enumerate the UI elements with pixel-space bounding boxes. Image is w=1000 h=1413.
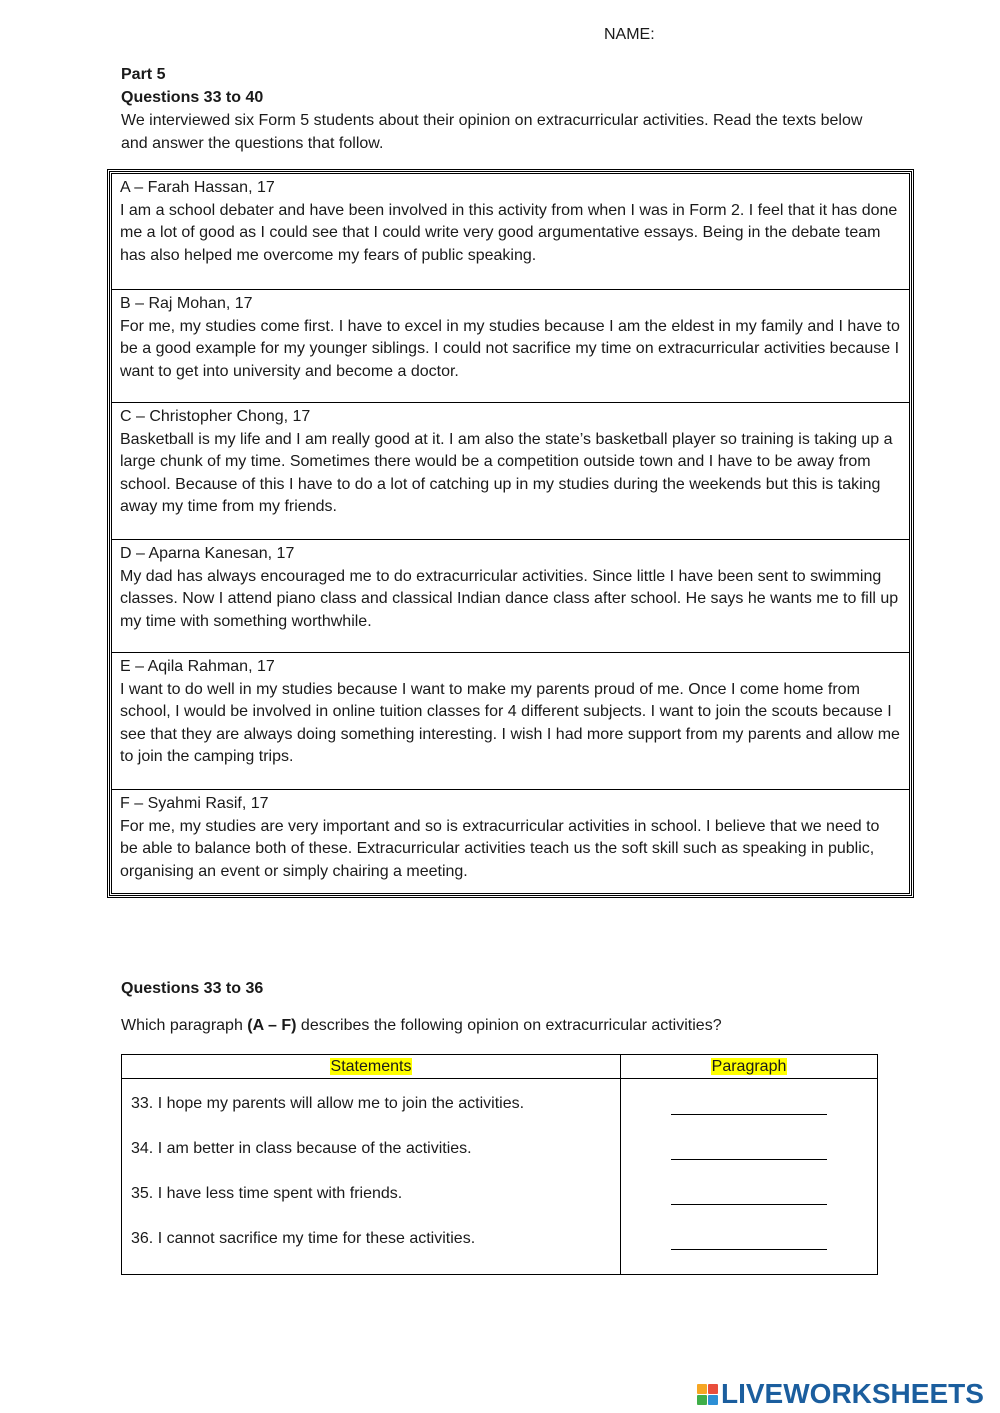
- statement-36: 36. I cannot sacrifice my time for these activities.: [131, 1230, 476, 1247]
- intro-block: [121, 63, 881, 155]
- text-section-c: [112, 403, 909, 540]
- liveworksheets-logo[interactable]: [697, 1379, 984, 1409]
- text-title: C – Christopher Chong, 17: [120, 408, 311, 425]
- answer-row-34: [621, 1138, 877, 1183]
- answer-input-33[interactable]: [671, 1114, 827, 1115]
- statements-table: [121, 1054, 878, 1275]
- header-paragraph-cell: [621, 1055, 877, 1078]
- instruction-range: (A – F): [247, 1017, 297, 1034]
- statement-35: 35. I have less time spent with friends.: [131, 1185, 403, 1202]
- text-section-d: [112, 540, 909, 653]
- header-paragraph: Paragraph: [711, 1058, 787, 1075]
- answer-input-36[interactable]: [671, 1249, 827, 1250]
- logo-text: LIVEWORKSHEETS: [721, 1378, 984, 1409]
- text-title: D – Aparna Kanesan, 17: [120, 545, 295, 562]
- text-body: I want to do well in my studies because I want to make my parents proud of me. Once I come home from school, I would be involved in online tuition classes for 4 different subjects. I want to join the scouts because I see that they are always doing something interesting. I wish I had more support from my parents and allow me to join the camping trips.: [120, 680, 900, 766]
- questions-heading: Questions 33 to 36: [121, 980, 264, 997]
- text-section-e: [112, 653, 909, 790]
- instruction-before: Which paragraph: [121, 1017, 248, 1034]
- name-label: NAME:: [604, 26, 655, 43]
- text-title: A – Farah Hassan, 17: [120, 179, 275, 196]
- header-statements-cell: [122, 1055, 621, 1078]
- table-body: [122, 1079, 877, 1274]
- text-title: E – Aqila Rahman, 17: [120, 658, 275, 675]
- instruction: [121, 1017, 722, 1035]
- statements-column: [122, 1079, 621, 1274]
- statement-34: 34. I am better in class because of the activities.: [131, 1140, 472, 1157]
- text-body: My dad has always encouraged me to do extracurricular activities. Since little I have been sent to swimming classes. Now I attend piano class and classical Indian dance class after school. He says he wants me to fill up my time with something worthwhile.: [120, 567, 899, 630]
- answer-row-33: [621, 1093, 877, 1138]
- answer-row-35: [621, 1183, 877, 1228]
- text-body: Basketball is my life and I am really good at it. I am also the state’s basketball player so training is taking up a large chunk of my time. Sometimes there would be a competition outside town and I have to be away from school. Because of this I have to do a lot of catching up in my studies during the weekends but this is taking away my time from my friends.: [120, 430, 893, 516]
- answer-input-35[interactable]: [671, 1204, 827, 1205]
- text-section-f: [112, 790, 909, 895]
- statement-33: 33. I hope my parents will allow me to join the activities.: [131, 1095, 525, 1112]
- answers-column: [621, 1079, 877, 1274]
- questions-range: Questions 33 to 40: [121, 89, 264, 106]
- answer-input-34[interactable]: [671, 1159, 827, 1160]
- text-section-b: [112, 290, 909, 403]
- instruction-after: describes the following opinion on extracurricular activities?: [296, 1017, 722, 1034]
- text-body: For me, my studies come first. I have to excel in my studies because I am the eldest in my family and I have to be a good example for my younger siblings. I could not sacrifice my time on extracurricular activities because I want to get into university and become a doctor.: [120, 317, 900, 380]
- texts-box: [107, 169, 914, 898]
- text-title: F – Syahmi Rasif, 17: [120, 795, 269, 812]
- text-body: I am a school debater and have been involved in this activity from when I was in Form 2. I feel that it has done me a lot of good as I could see that I could write very good argumentative essays. Being in the debate team has also helped me overcome my fears of public speaking.: [120, 201, 898, 264]
- header-statements: Statements: [330, 1058, 412, 1075]
- intro-description: We interviewed six Form 5 students about their opinion on extracurricular activities. Read the texts below and answer the questions that follow.: [121, 112, 863, 152]
- answer-row-36: [621, 1228, 877, 1273]
- table-header: [122, 1055, 877, 1079]
- texts-inner: [111, 173, 910, 894]
- text-section-a: [112, 174, 909, 290]
- text-title: B – Raj Mohan, 17: [120, 295, 253, 312]
- part-title: Part 5: [121, 66, 166, 83]
- text-body: For me, my studies are very important and so is extracurricular activities in school. I believe that we need to be able to balance both of these. Extracurricular activities teach us the soft skill such as speaking in public, organising an event or simply chairing a meeting.: [120, 817, 880, 880]
- logo-mark-icon: [697, 1384, 718, 1405]
